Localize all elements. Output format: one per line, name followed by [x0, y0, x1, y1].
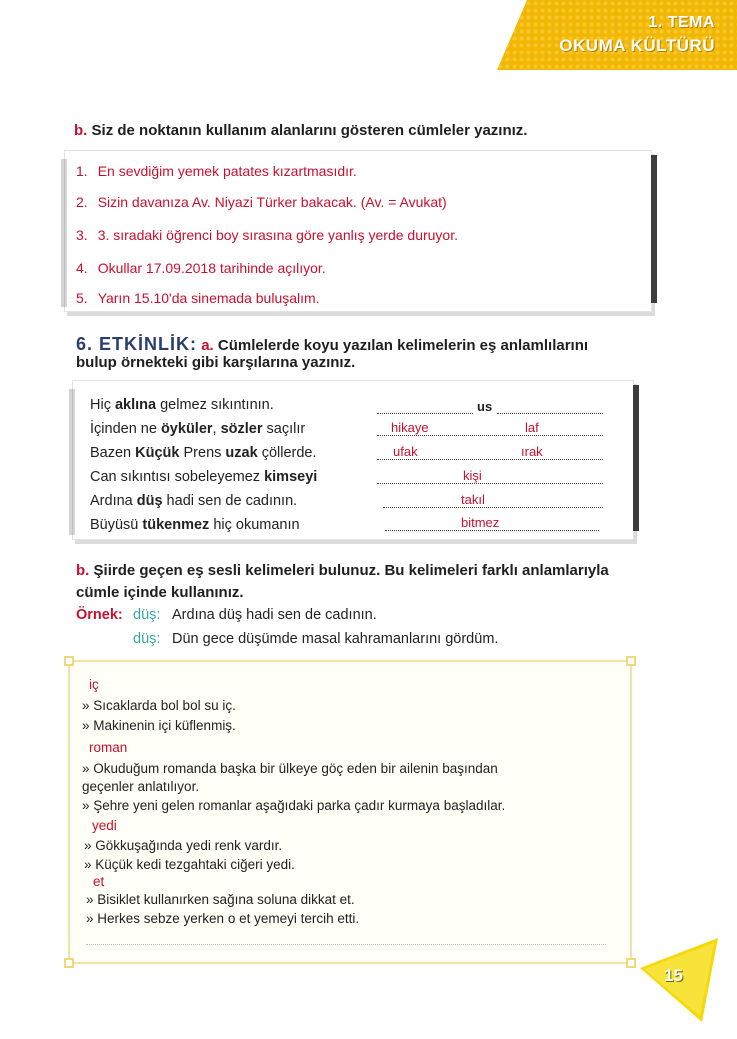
frame-corner — [626, 958, 636, 968]
homonym-sentence: » Okuduğum romanda başka bir ülkeye göç eden bir ailenin başından — [82, 761, 498, 776]
given-answer-1: us — [477, 399, 493, 414]
activity6-heading — [76, 334, 588, 355]
synonym-row-6: Büyüsü tükenmez hiç okumanın — [90, 517, 300, 533]
dot-sentence-5: 5. Yarın 15.10'da sinemada buluşalım. — [76, 290, 320, 306]
example-label: Örnek: — [76, 607, 123, 623]
answer-blank-2 — [377, 420, 603, 436]
synonym-row-2: İçinden ne öyküler, sözler saçılır — [90, 421, 306, 437]
activity-letter: a. — [201, 337, 214, 354]
activity-instruction-1: Cümlelerde koyu yazılan kelimelerin eş anlamlılarını — [217, 337, 589, 354]
answer-4: kişi — [463, 468, 482, 483]
homonym-sentence: » Herkes sebze yerken o et yemeyi tercih etti. — [86, 911, 360, 926]
synonym-row-4: Can sıkıntısı sobeleyemez kimseyi — [90, 469, 318, 485]
answer-6: bitmez — [461, 515, 500, 530]
dot-sentence-2: 2. Sizin davanıza Av. Niyazi Türker bakacak. (Av. = Avukat) — [76, 194, 447, 210]
theme-name: OKUMA KÜLTÜRÜ — [559, 36, 715, 55]
frame-corner — [64, 958, 74, 968]
answer-blank-1a — [377, 398, 473, 414]
frame-corner — [64, 656, 74, 666]
page-number: 15 — [664, 966, 683, 985]
theme-corner — [497, 0, 737, 70]
synonym-row-1: Hiç aklına gelmez sıkıntının. — [90, 397, 274, 413]
example-word-2: düş: — [133, 631, 161, 647]
theme-number: 1. TEMA — [648, 14, 715, 31]
section-instruction-1: Şiirde geçen eş sesli kelimeleri bulunuz. Bu kelimeleri farklı anlamlarıyla — [93, 562, 609, 579]
answer-3b: ırak — [521, 444, 543, 459]
section-letter: b. — [74, 122, 88, 139]
dot-sentence-1: 1. En sevdiğim yemek patates kızartmasıdır. — [76, 163, 357, 179]
synonym-row-3: Bazen Küçük Prens uzak çöllerde. — [90, 445, 317, 461]
answer-blank-4 — [377, 468, 603, 484]
answer-2a: hikaye — [391, 420, 429, 435]
answer-5: takıl — [461, 492, 485, 507]
dot-sentence-4: 4. Okullar 17.09.2018 tarihinde açılıyor. — [76, 260, 326, 276]
answer-3a: ufak — [393, 444, 418, 459]
synonym-row-5: Ardına düş hadi sen de cadının. — [90, 493, 298, 509]
section-b1-heading — [74, 122, 527, 139]
theme-banner-shape — [497, 0, 737, 70]
frame-dotted-line — [86, 944, 606, 945]
homonym-word-yedi: yedi — [92, 818, 117, 833]
homonym-word-roman: roman — [89, 740, 128, 755]
homonym-word-ic: iç — [89, 677, 99, 692]
example-sentence-1: Ardına düş hadi sen de cadının. — [172, 607, 377, 623]
answer-2b: laf — [525, 420, 539, 435]
section-b2-heading-line2: cümle içinde kullanınız. — [76, 584, 244, 601]
homonym-sentence: » Bisiklet kullanırken sağına soluna dikkat et. — [86, 892, 355, 907]
homonym-sentence: » Makinenin içi küflenmiş. — [82, 718, 236, 733]
answer-blank-3 — [377, 444, 603, 460]
answer-blank-6 — [385, 515, 599, 531]
homonym-sentence: geçenler anlatılıyor. — [82, 779, 200, 794]
frame-corner — [626, 656, 636, 666]
homonym-sentence: » Küçük kedi tezgahtaki ciğeri yedi. — [84, 857, 295, 872]
section-letter: b. — [76, 562, 90, 579]
section-b2-heading — [76, 562, 609, 579]
activity-title: 6. ETKİNLİK: — [76, 334, 198, 354]
activity6-heading-line2: bulup örnekteki gibi karşılarına yazınız. — [76, 354, 356, 371]
dot-sentence-3: 3. 3. sıradaki öğrenci boy sırasına göre yanlış yerde duruyor. — [76, 227, 458, 243]
homonym-sentence: » Gökkuşağında yedi renk vardır. — [84, 838, 283, 853]
homonym-sentence: » Şehre yeni gelen romanlar aşağıdaki parka çadır kurmaya başladılar. — [82, 798, 506, 813]
homonym-word-et: et — [93, 874, 105, 889]
answer-blank-5 — [383, 492, 603, 508]
example-sentence-2: Dün gece düşümde masal kahramanlarını gördüm. — [172, 631, 499, 647]
example-word-1: düş: — [133, 607, 161, 623]
section-instruction: Siz de noktanın kullanım alanlarını gösteren cümleler yazınız. — [91, 122, 528, 139]
answer-blank-1b — [497, 398, 603, 414]
homonym-sentence: » Sıcaklarda bol bol su iç. — [82, 698, 236, 713]
